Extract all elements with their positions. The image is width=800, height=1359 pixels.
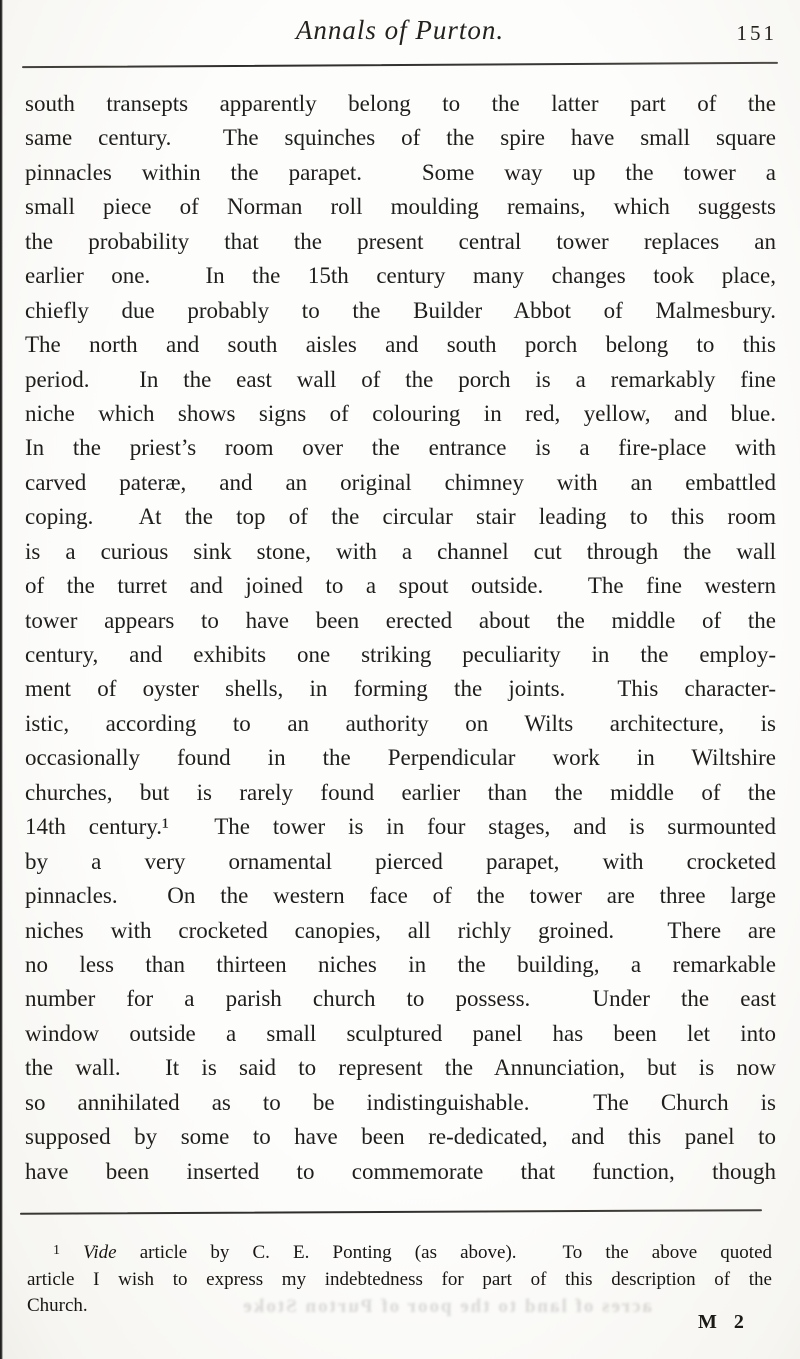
body-text-line: ment of oyster shells, in forming the joints. This character- — [25, 676, 776, 702]
body-text-line: churches, but is rarely found earlier than the middle of the — [25, 779, 776, 805]
body-text-line: pinnacles. On the western face of the tower are three large — [25, 883, 776, 909]
body-text-line: The north and south aisles and south porch belong to this — [25, 332, 776, 358]
body-text-line: by a very ornamental pierced parapet, with crocketed — [25, 848, 776, 874]
body-text-line: occasionally found in the Perpendicular work in Wiltshire — [25, 745, 776, 771]
body-text-line: supposed by some to have been re-dedicated, and this panel to — [25, 1124, 776, 1150]
body-text-line: istic, according to an authority on Wilts architecture, is — [25, 710, 776, 736]
body-text-line: window outside a small sculptured panel has been let into — [25, 1020, 776, 1046]
body-text-line: tower appears to have been erected about the middle of the — [25, 607, 776, 633]
scan-edge-artifact — [0, 0, 3, 1359]
footnote-line-3: Church. — [27, 1295, 88, 1316]
body-text-line: pinnacles within the parapet. Some way up the tower a — [25, 159, 776, 185]
body-text-line: the probability that the present central tower replaces an — [25, 228, 776, 254]
body-text-line: number for a parish church to possess. Under the east — [25, 986, 776, 1012]
body-text-line: same century. The squinches of the spire have small square — [25, 125, 776, 151]
body-text-line: century, and exhibits one striking peculiarity in the employ- — [25, 642, 776, 667]
body-text-line: chiefly due probably to the Builder Abbot of Malmesbury. — [25, 297, 776, 323]
running-title: Annals of Purton. — [295, 15, 505, 45]
footnote-rule — [20, 1209, 762, 1215]
body-text-line: small piece of Norman roll moulding remains, which suggests — [25, 194, 776, 220]
body-text — [25, 87, 776, 1189]
header-rule — [22, 62, 778, 68]
body-text-line: the wall. It is said to represent the Annunciation, but is now — [25, 1055, 776, 1081]
body-text-line: so annihilated as to be indistinguishable. The Church is — [25, 1089, 776, 1115]
body-text-line: 14th century.¹ The tower is in four stages, and is surmounted — [25, 814, 776, 840]
footnote-line-1 — [27, 1238, 772, 1267]
footnote-line-2: article I wish to express my indebtedness for part of this description of the — [27, 1268, 772, 1290]
body-text-line: is a curious sink stone, with a channel cut through the wall — [25, 538, 776, 564]
page-number: 151 — [736, 21, 777, 45]
signature-mark: M 2 — [698, 1311, 744, 1333]
show-through-artifact: acres of land to the poor of Purton Stoke — [241, 1296, 652, 1317]
body-text-line: earlier one. In the 15th century many changes took place, — [25, 263, 776, 289]
body-text-line: of the turret and joined to a spout outside. The fine western — [25, 573, 776, 599]
body-text-line: niche which shows signs of colouring in red, yellow, and blue. — [25, 400, 776, 426]
body-text-line: have been inserted to commemorate that function, though — [25, 1158, 776, 1184]
footnote-vide: Vide — [83, 1242, 117, 1263]
body-text-line: niches with crocketed canopies, all richly groined. There are — [25, 917, 776, 943]
footnote-line-1-text: article by C. E. Ponting (as above). To the above quoted — [116, 1242, 772, 1263]
body-text-line: coping. At the top of the circular stair leading to this room — [25, 504, 776, 530]
body-text-line: carved pateræ, and an original chimney with an embattled — [25, 469, 776, 495]
footnote-marker: 1 — [53, 1243, 60, 1258]
body-text-line: south transepts apparently belong to the latter part of the — [25, 91, 776, 116]
body-text-line: In the priest’s room over the entrance is a fire-place with — [25, 435, 776, 461]
body-text-line: no less than thirteen niches in the building, a remarkable — [25, 951, 776, 977]
body-text-line: period. In the east wall of the porch is a remarkably fine — [25, 366, 776, 392]
